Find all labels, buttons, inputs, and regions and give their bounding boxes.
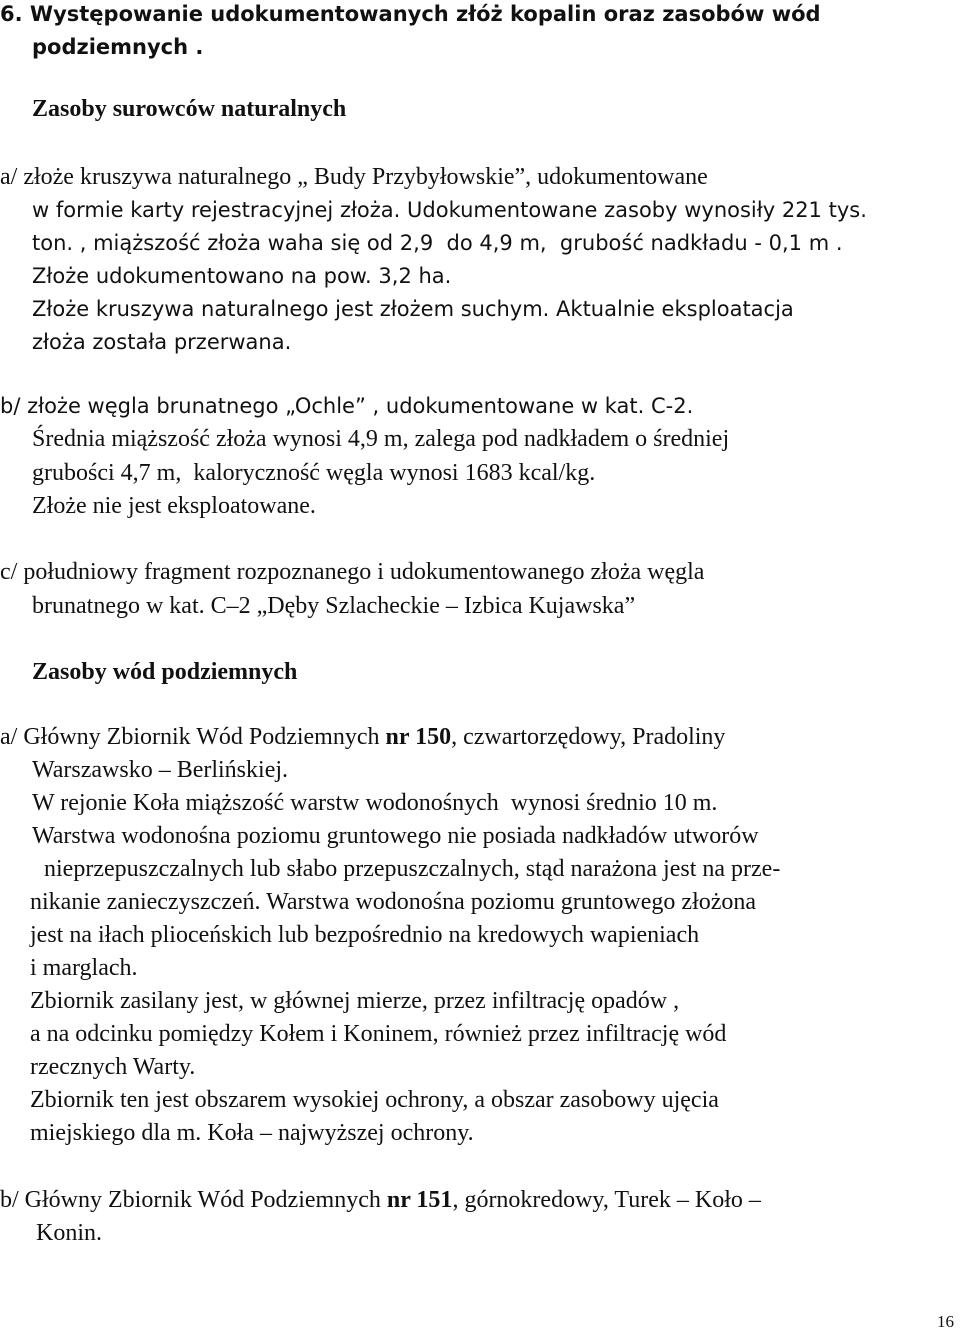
text-line bbox=[0, 1187, 761, 1214]
text-line: c/ południowy fragment rozpoznanego i udokumentowanego złoża węgla bbox=[0, 559, 705, 585]
text-segment: , górnokredowy, Turek – Koło – bbox=[452, 1187, 761, 1213]
text-line: nikanie zanieczyszczeń. Warstwa wodonośna poziomu gruntowego złożona bbox=[30, 889, 757, 915]
page-number: 16 bbox=[937, 1312, 954, 1331]
section-title-line: podziemnych . bbox=[32, 35, 204, 59]
text-line bbox=[0, 724, 725, 751]
text-line: grubości 4,7 m, kaloryczność węgla wynosi 1683 kcal/kg. bbox=[32, 460, 596, 486]
text-line: W rejonie Koła miąższość warstw wodonośnych wynosi średnio 10 m. bbox=[32, 790, 718, 816]
text-line: miejskiego dla m. Koła – najwyższej ochrony. bbox=[30, 1120, 474, 1146]
text-line: a na odcinku pomiędzy Kołem i Koninem, również przez infiltrację wód bbox=[30, 1021, 727, 1047]
reservoir-number: nr 150 bbox=[385, 724, 452, 750]
heading-groundwater: Zasoby wód podziemnych bbox=[32, 659, 298, 685]
text-line: Złoże kruszywa naturalnego jest złożem suchym. Aktualnie eksploatacja bbox=[32, 297, 794, 321]
text-line: Zbiornik ten jest obszarem wysokiej ochrony, a obszar zasobowy ujęcia bbox=[30, 1087, 719, 1113]
reservoir-number: nr 151 bbox=[386, 1187, 453, 1213]
text-line: i marglach. bbox=[30, 955, 138, 981]
section-title-line: 6. Występowanie udokumentowanych złóż kopalin oraz zasobów wód bbox=[0, 2, 821, 26]
text-line: Konin. bbox=[36, 1220, 102, 1246]
text-line: Średnia miąższość złoża wynosi 4,9 m, zalega pod nadkładem o średniej bbox=[32, 426, 730, 452]
text-line: jest na iłach plioceńskich lub bezpośrednio na kredowych wapieniach bbox=[30, 922, 700, 948]
text-line: nieprzepuszczalnych lub słabo przepuszczalnych, stąd narażona jest na prze- bbox=[44, 856, 781, 882]
text-line: b/ złoże węgla brunatnego „Ochle” , udokumentowane w kat. C-2. bbox=[0, 394, 694, 418]
text-line: złoża została przerwana. bbox=[32, 330, 292, 354]
text-segment: b/ Główny Zbiornik Wód Podziemnych bbox=[0, 1187, 387, 1213]
text-segment: a/ Główny Zbiornik Wód Podziemnych bbox=[0, 724, 386, 750]
text-line: Zbiornik zasilany jest, w głównej mierze, przez infiltrację opadów , bbox=[30, 988, 680, 1014]
text-line: w formie karty rejestracyjnej złoża. Udokumentowane zasoby wynosiły 221 tys. bbox=[32, 198, 867, 222]
text-line: ton. , miąższość złoża waha się od 2,9 do 4,9 m, grubość nadkładu - 0,1 m . bbox=[32, 231, 843, 255]
text-line: Złoże nie jest eksploatowane. bbox=[32, 493, 316, 519]
text-line: rzecznych Warty. bbox=[30, 1054, 196, 1080]
text-line: a/ złoże kruszywa naturalnego „ Budy Przybyłowskie”, udokumentowane bbox=[0, 164, 708, 190]
text-line: Złoże udokumentowano na pow. 3,2 ha. bbox=[32, 264, 452, 288]
heading-natural-resources: Zasoby surowców naturalnych bbox=[32, 96, 347, 122]
text-line: Warszawsko – Berlińskiej. bbox=[32, 757, 289, 783]
text-segment: , czwartorzędowy, Pradoliny bbox=[451, 724, 726, 750]
text-line: Warstwa wodonośna poziomu gruntowego nie posiada nadkładów utworów bbox=[32, 823, 759, 849]
text-line: brunatnego w kat. C–2 „Dęby Szlacheckie – Izbica Kujawska” bbox=[32, 593, 636, 619]
